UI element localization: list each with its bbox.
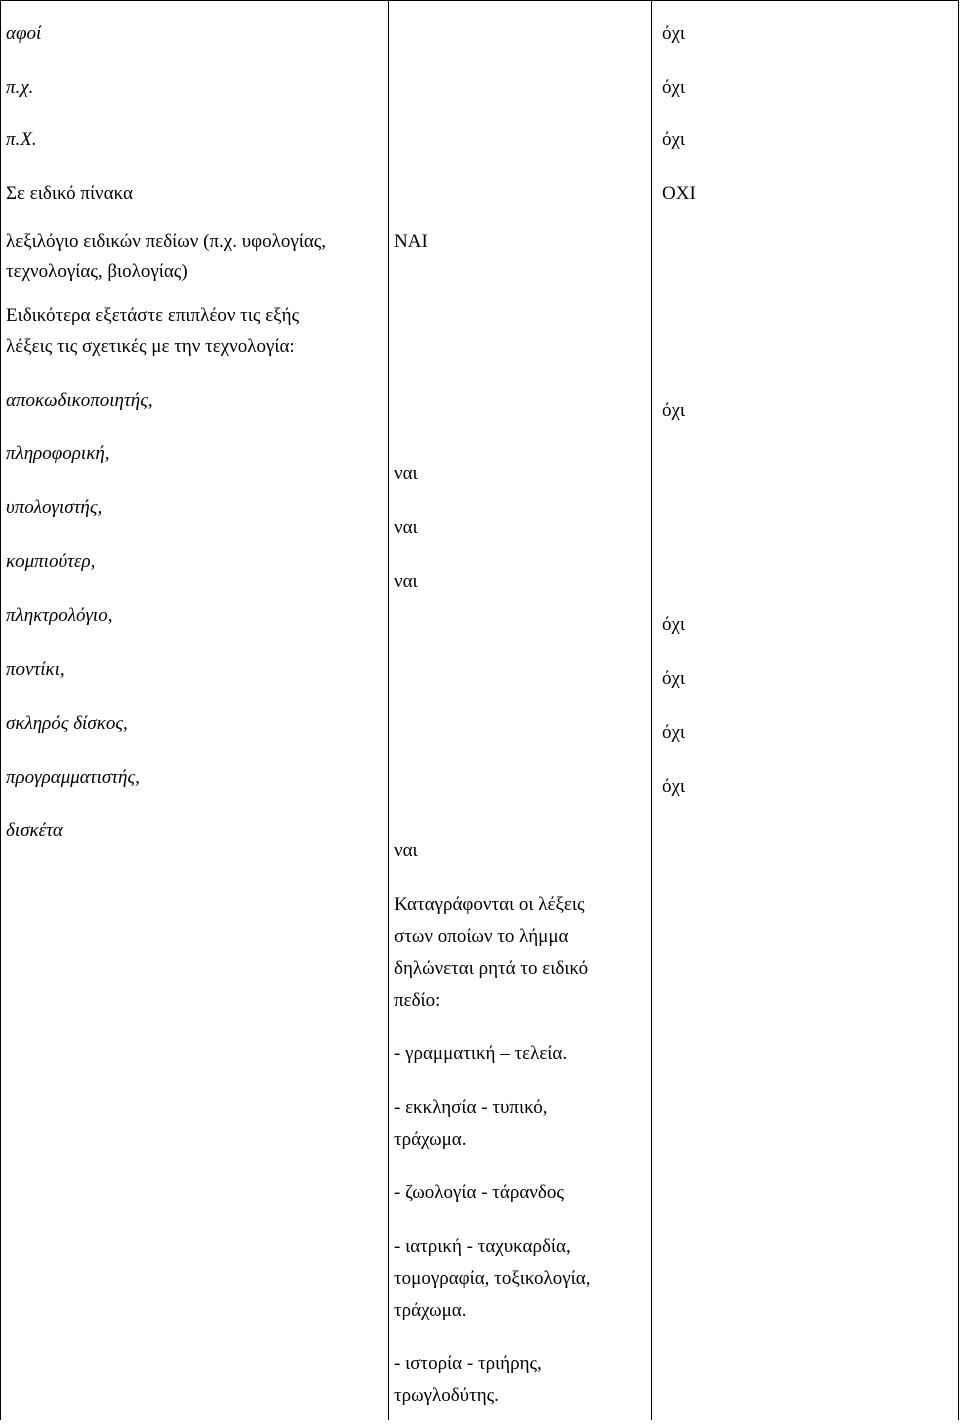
no-value: όχι xyxy=(662,776,686,797)
technology-instruction: λέξεις τις σχετικές με την τεχνολογία: xyxy=(6,336,295,357)
note-line: δηλώνεται ρητά το ειδικό xyxy=(394,958,589,979)
tech-word: πληροφορική, xyxy=(6,443,110,464)
no-value-caps: ΟΧΙ xyxy=(662,183,696,204)
table-border-left xyxy=(0,0,1,1420)
special-fields-text: τεχνολογίας, βιολογίας) xyxy=(6,261,188,282)
table-border-top xyxy=(0,0,959,1)
example-line: - ιστορία - τριήρης, xyxy=(394,1353,542,1374)
no-value: όχι xyxy=(662,23,686,44)
example-line: - εκκλησία - τυπικό, xyxy=(394,1097,548,1118)
technology-instruction: Ειδικότερα εξετάστε επιπλέον τις εξής xyxy=(6,305,300,326)
note-line: στων οποίων το λήμμα xyxy=(394,926,569,947)
no-value: όχι xyxy=(662,614,686,635)
row-label: π.Χ. xyxy=(6,129,37,150)
column-divider-2 xyxy=(651,0,652,1420)
special-fields-text: λεξιλόγιο ειδικών πεδίων (π.χ. υφολογίας, xyxy=(6,231,327,252)
example-line: - ζωολογία - τάρανδος xyxy=(394,1182,564,1203)
row-label: Σε ειδικό πίνακα xyxy=(6,183,133,204)
tech-word: υπολογιστής, xyxy=(6,497,103,518)
no-value: όχι xyxy=(662,77,686,98)
tech-word: κομπιούτερ, xyxy=(6,551,96,572)
tech-word: πληκτρολόγιο, xyxy=(6,605,113,626)
note-line: πεδίο: xyxy=(394,990,441,1011)
column-divider-1 xyxy=(388,0,389,1420)
table-border-right xyxy=(958,0,959,1420)
yes-value: ναι xyxy=(394,571,418,592)
no-value: όχι xyxy=(662,400,686,421)
example-line: τομογραφία, τοξικολογία, xyxy=(394,1268,591,1289)
tech-word: δισκέτα xyxy=(6,820,63,841)
no-value: όχι xyxy=(662,668,686,689)
yes-caps: ΝΑΙ xyxy=(394,231,428,252)
tech-word: σκληρός δίσκος, xyxy=(6,713,128,734)
note-line: Καταγράφονται οι λέξεις xyxy=(394,894,585,915)
tech-word: αποκωδικοποιητής, xyxy=(6,390,153,411)
row-label: π.χ. xyxy=(6,77,34,98)
no-value: όχι xyxy=(662,722,686,743)
example-line: - γραμματική – τελεία. xyxy=(394,1043,568,1064)
tech-word: ποντίκι, xyxy=(6,659,65,680)
yes-value: ναι xyxy=(394,840,418,861)
example-line: τρωγλοδύτης. xyxy=(394,1385,499,1406)
example-line: τράχωμα. xyxy=(394,1129,467,1150)
yes-value: ναι xyxy=(394,517,418,538)
example-line: - ιατρική - ταχυκαρδία, xyxy=(394,1236,571,1257)
row-label: αφοί xyxy=(6,23,42,44)
yes-value: ναι xyxy=(394,463,418,484)
example-line: τράχωμα. xyxy=(394,1300,467,1321)
no-value: όχι xyxy=(662,129,686,150)
tech-word: προγραμματιστής, xyxy=(6,767,140,788)
